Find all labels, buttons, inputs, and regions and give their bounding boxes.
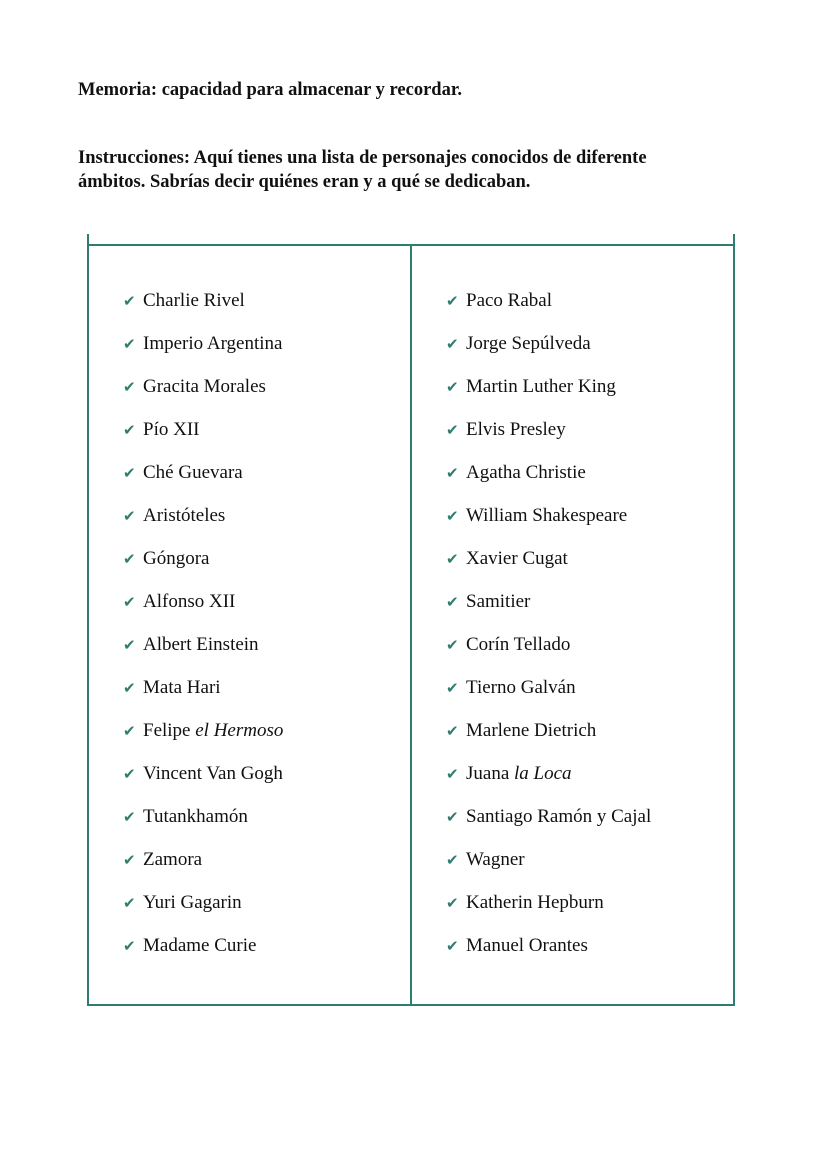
person-name: Santiago Ramón y Cajal — [466, 806, 652, 827]
person-name: Albert Einstein — [143, 634, 259, 655]
check-icon: ✔ — [123, 679, 136, 697]
person-name: Wagner — [466, 849, 525, 870]
person-epithet: la Loca — [514, 763, 572, 784]
list-item — [446, 632, 651, 675]
check-icon: ✔ — [446, 292, 459, 310]
list-item — [123, 546, 283, 589]
person-name: Katherin Hepburn — [466, 892, 604, 913]
check-icon: ✔ — [123, 550, 136, 568]
names-table — [87, 234, 735, 1006]
list-item — [123, 675, 283, 718]
check-icon: ✔ — [446, 722, 459, 740]
list-item — [123, 847, 283, 890]
check-icon: ✔ — [123, 636, 136, 654]
list-item — [123, 460, 283, 503]
check-icon: ✔ — [446, 679, 459, 697]
person-name: Samitier — [466, 591, 531, 612]
person-name: Mata Hari — [143, 677, 221, 698]
check-icon: ✔ — [446, 808, 459, 826]
list-item — [446, 933, 651, 976]
list-item — [123, 632, 283, 675]
person-name: Xavier Cugat — [466, 548, 568, 569]
list-item — [123, 374, 283, 417]
list-item — [446, 503, 651, 546]
instructions-line-2: ámbitos. Sabrías decir quiénes eran y a qué se dedicaban. — [78, 172, 531, 192]
person-name: Charlie Rivel — [143, 290, 245, 311]
list-item — [446, 374, 651, 417]
person-name: Madame Curie — [143, 935, 257, 956]
check-icon: ✔ — [446, 851, 459, 869]
right-name-list — [446, 288, 651, 976]
check-icon: ✔ — [123, 421, 136, 439]
list-item — [446, 761, 651, 804]
person-name: Pío XII — [143, 419, 200, 440]
list-item — [446, 890, 651, 933]
check-icon: ✔ — [123, 507, 136, 525]
check-icon: ✔ — [123, 378, 136, 396]
check-icon: ✔ — [123, 292, 136, 310]
list-item — [446, 804, 651, 847]
check-icon: ✔ — [123, 937, 136, 955]
check-icon: ✔ — [123, 593, 136, 611]
check-icon: ✔ — [123, 765, 136, 783]
table-column-divider — [410, 244, 412, 1004]
list-item — [123, 417, 283, 460]
person-name: Elvis Presley — [466, 419, 566, 440]
person-name: Vincent Van Gogh — [143, 763, 283, 784]
person-name: Corín Tellado — [466, 634, 571, 655]
list-item — [123, 718, 283, 761]
list-item — [123, 288, 283, 331]
left-name-list — [123, 288, 283, 976]
list-item — [446, 589, 651, 632]
person-name: William Shakespeare — [466, 505, 628, 526]
list-item — [446, 331, 651, 374]
person-epithet: el Hermoso — [195, 720, 284, 741]
person-name: Jorge Sepúlveda — [466, 333, 591, 354]
list-item — [446, 675, 651, 718]
person-name: Agatha Christie — [466, 462, 586, 483]
list-item — [123, 933, 283, 976]
list-item — [123, 804, 283, 847]
check-icon: ✔ — [446, 894, 459, 912]
check-icon: ✔ — [123, 851, 136, 869]
person-name: Felipe el Hermoso — [143, 720, 284, 741]
list-item — [446, 718, 651, 761]
person-name: Marlene Dietrich — [466, 720, 597, 741]
check-icon: ✔ — [123, 894, 136, 912]
check-icon: ✔ — [446, 378, 459, 396]
check-icon: ✔ — [446, 765, 459, 783]
list-item — [123, 589, 283, 632]
check-icon: ✔ — [446, 335, 459, 353]
person-name: Tutankhamón — [143, 806, 248, 827]
person-name: Manuel Orantes — [466, 935, 588, 956]
list-item — [446, 288, 651, 331]
check-icon: ✔ — [446, 464, 459, 482]
page-title: Memoria: capacidad para almacenar y recordar. — [78, 80, 462, 100]
person-name: Yuri Gagarin — [143, 892, 242, 913]
check-icon: ✔ — [446, 507, 459, 525]
person-name: Zamora — [143, 849, 203, 870]
instructions-text — [78, 146, 718, 194]
list-item — [123, 761, 283, 804]
person-name: Góngora — [143, 548, 210, 569]
check-icon: ✔ — [123, 335, 136, 353]
list-item — [446, 546, 651, 589]
list-item — [446, 460, 651, 503]
person-name: Paco Rabal — [466, 290, 553, 311]
person-name: Juana la Loca — [466, 763, 572, 784]
person-name: Aristóteles — [143, 505, 226, 526]
list-item — [123, 503, 283, 546]
check-icon: ✔ — [123, 808, 136, 826]
list-item — [446, 847, 651, 890]
person-name: Gracita Morales — [143, 376, 266, 397]
instructions-line-1: Instrucciones: Aquí tienes una lista de personajes conocidos de diferente — [78, 148, 647, 168]
check-icon: ✔ — [446, 937, 459, 955]
person-name: Tierno Galván — [466, 677, 576, 698]
person-name: Ché Guevara — [143, 462, 243, 483]
person-name: Martin Luther King — [466, 376, 616, 397]
check-icon: ✔ — [446, 636, 459, 654]
check-icon: ✔ — [123, 722, 136, 740]
check-icon: ✔ — [446, 550, 459, 568]
person-name: Alfonso XII — [143, 591, 236, 612]
check-icon: ✔ — [123, 464, 136, 482]
person-name: Imperio Argentina — [143, 333, 283, 354]
check-icon: ✔ — [446, 593, 459, 611]
list-item — [123, 890, 283, 933]
list-item — [446, 417, 651, 460]
list-item — [123, 331, 283, 374]
check-icon: ✔ — [446, 421, 459, 439]
